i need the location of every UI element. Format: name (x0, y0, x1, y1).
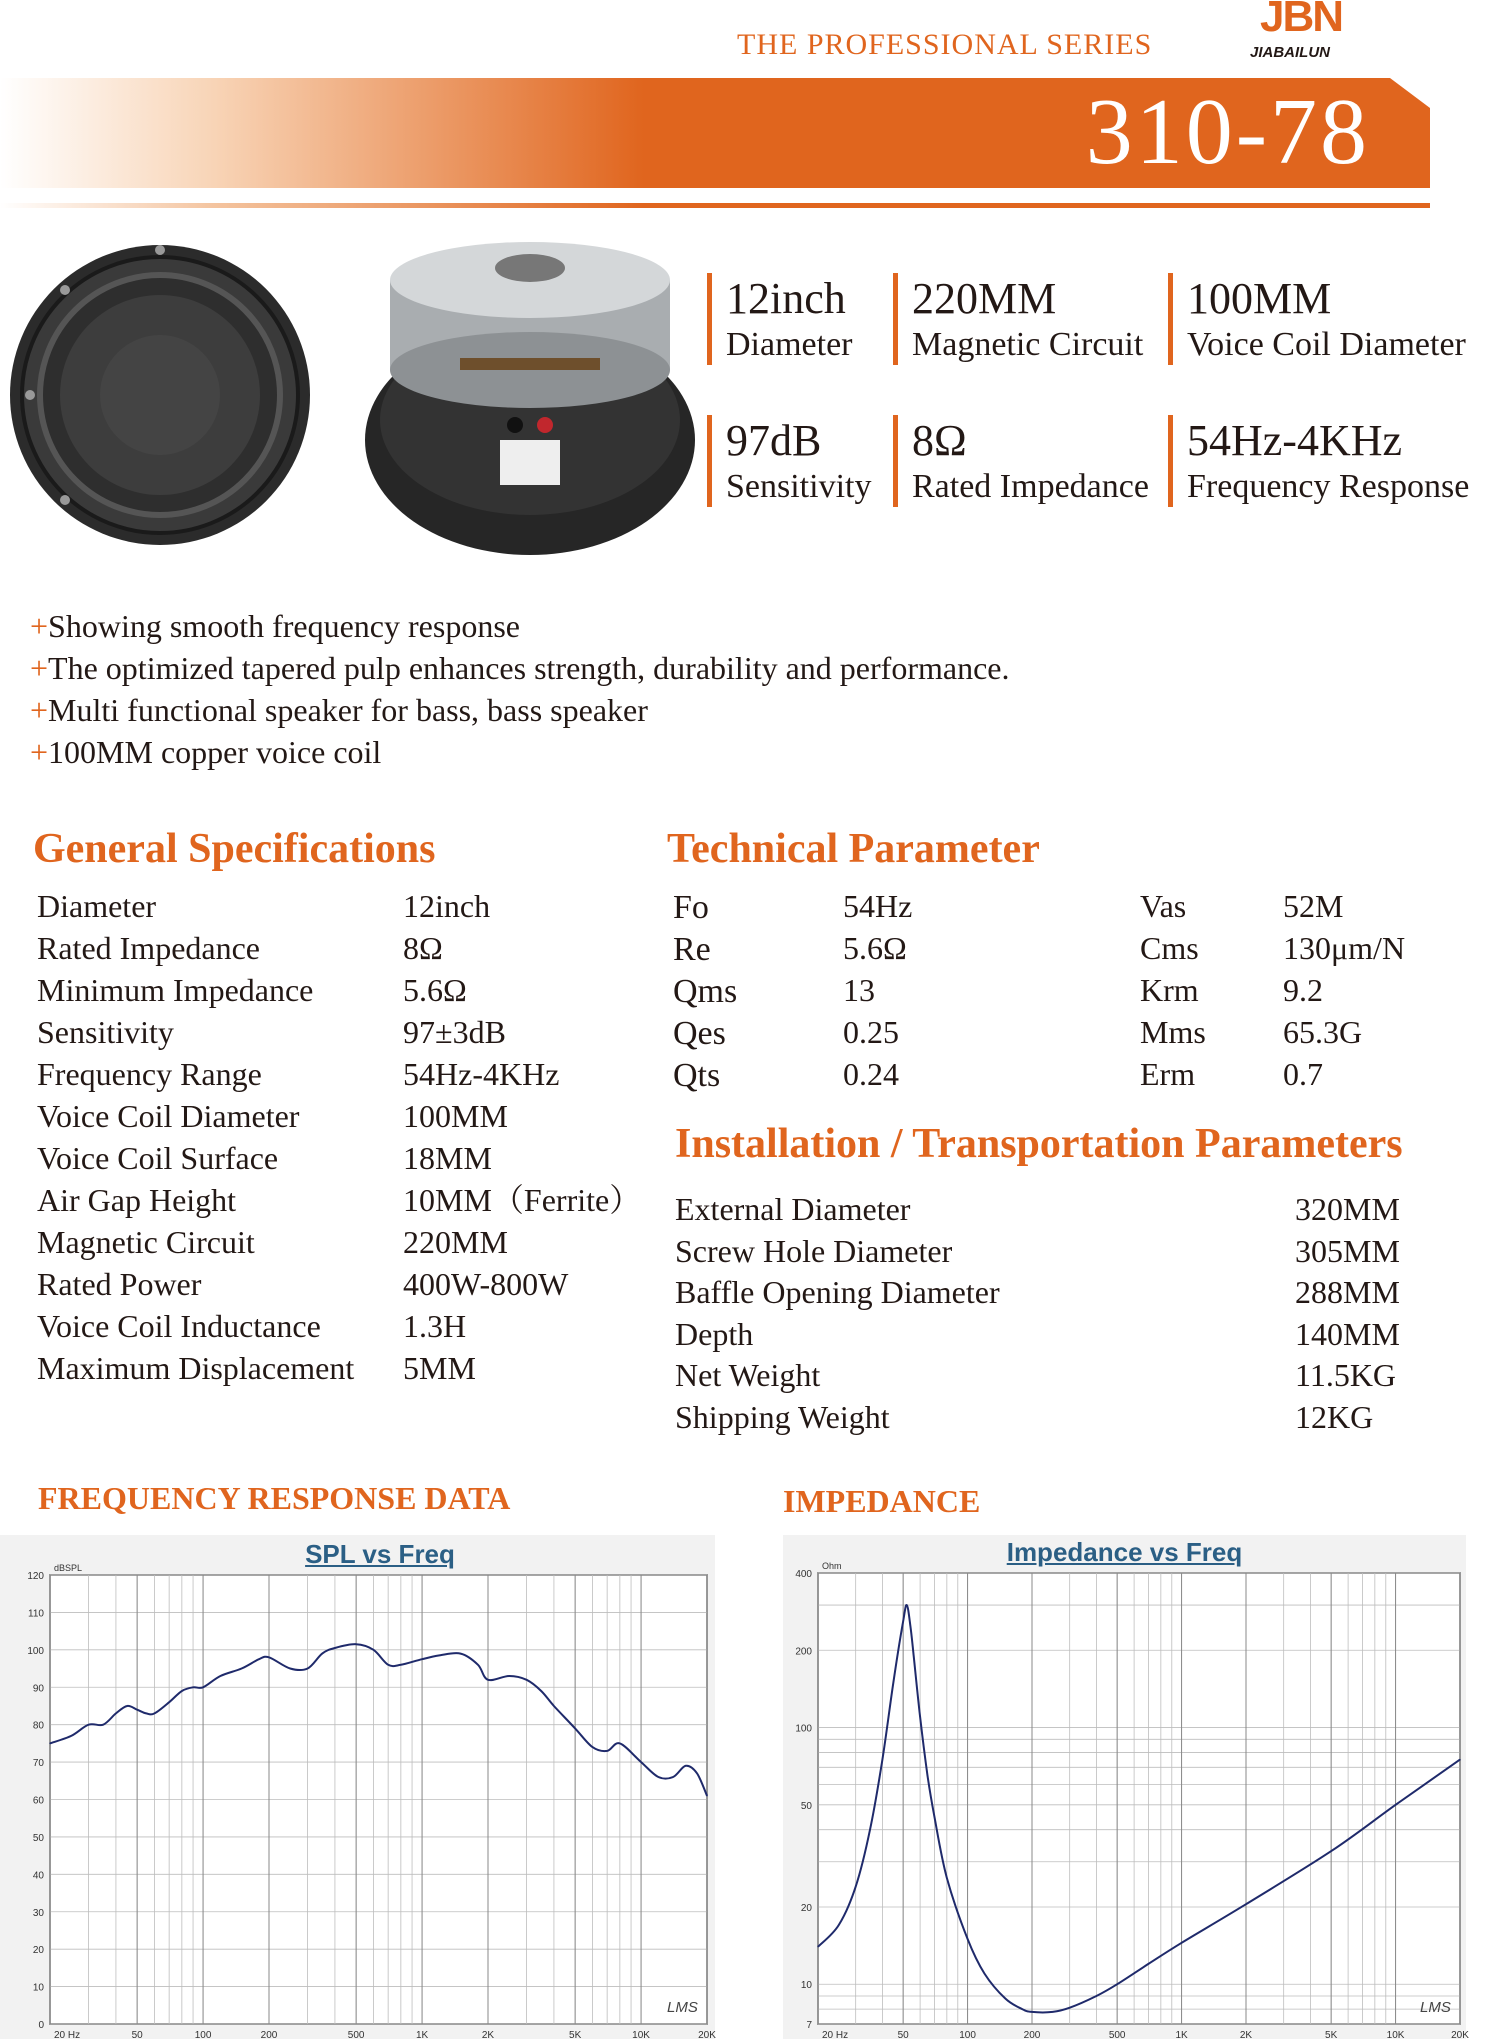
spec-value: 5MM (403, 1350, 476, 1386)
y-tick-label: 40 (32, 1870, 44, 1882)
install-key: Net Weight (675, 1357, 821, 1393)
general-spec-title: General Specifications (33, 826, 436, 872)
data-point (869, 1829, 870, 1830)
feature-item: +Multi functional speaker for bass, bass speaker (30, 692, 648, 728)
data-point (673, 1776, 674, 1777)
data-point (619, 1743, 620, 1744)
install-key: Depth (675, 1315, 754, 1352)
param-key: Mms (1140, 1014, 1206, 1050)
technical-row (673, 971, 1473, 1013)
x-tick-label: 500 (347, 2030, 365, 2039)
spl-chart (0, 1535, 715, 2039)
data-point (169, 1702, 170, 1703)
lms-watermark: LMS (667, 1999, 698, 2016)
y-tick-label: 120 (27, 1571, 44, 1582)
x-tick-label: 20 Hz (822, 2030, 849, 2039)
data-point (1245, 1904, 1246, 1905)
data-point (127, 1705, 128, 1706)
installation-row (675, 1354, 1475, 1396)
general-spec-table (37, 885, 657, 1389)
x-tick-label: 2K (481, 2030, 495, 2039)
highlight-label: Voice Coil Diameter (1187, 326, 1466, 363)
data-point (592, 1747, 593, 1748)
data-point (307, 1668, 308, 1669)
param-value: 0.25 (843, 1014, 899, 1050)
x-tick-label: 20 Hz (54, 2030, 81, 2039)
spec-key: Magnetic Circuit (37, 1224, 255, 1260)
param-value: 52M (1283, 888, 1344, 924)
y-tick-label: 20 (800, 1902, 812, 1914)
spec-value: 54Hz-4KHz (403, 1056, 560, 1092)
technical-row (673, 887, 1473, 929)
brand-logo (1250, 0, 1390, 62)
data-point (946, 1877, 947, 1878)
spec-key: Frequency Range (37, 1056, 262, 1092)
data-point (607, 1750, 608, 1751)
y-axis-label: Ohm (822, 1561, 842, 1571)
install-value: 305MM (1295, 1232, 1400, 1269)
y-tick-label: 0 (38, 2020, 44, 2031)
highlight-value: 97dB (726, 416, 822, 465)
spec-value: 10MM（Ferrite） (403, 1182, 642, 1218)
install-key: Baffle Opening Diameter (675, 1274, 1000, 1310)
general-spec-row (37, 969, 657, 1011)
highlight-frequency-response (1168, 415, 1469, 507)
x-tick-label: 20K (698, 2030, 716, 2039)
data-point (146, 1713, 147, 1714)
series-title: THE PROFESSIONAL SERIES (737, 28, 1153, 61)
data-point (553, 1705, 554, 1706)
install-key: External Diameter (675, 1191, 911, 1227)
data-point (322, 1653, 323, 1654)
data-point (903, 1620, 904, 1621)
spec-key: Diameter (37, 888, 157, 924)
impedance-chart-plot (783, 1535, 1469, 2039)
spec-value: 220MM (403, 1224, 508, 1260)
y-tick-label: 110 (28, 1608, 44, 1620)
installation-row (675, 1230, 1475, 1272)
highlight-value: 100MM (1187, 274, 1332, 323)
installation-table (675, 1188, 1475, 1437)
spl-chart-plot (0, 1535, 715, 2039)
y-tick-label: 30 (32, 1907, 44, 1919)
logo-mark: JBN (1260, 0, 1343, 41)
general-spec-row (37, 1053, 657, 1095)
highlight-diameter (707, 273, 853, 365)
data-point (193, 1687, 194, 1688)
data-point (241, 1668, 242, 1669)
install-key: Screw Hole Diameter (675, 1232, 953, 1269)
spec-key: Air Gap Height (37, 1182, 237, 1218)
general-spec-row (37, 1263, 657, 1305)
spec-value: 400W-800W (403, 1266, 569, 1302)
data-point (838, 1925, 839, 1926)
data-point (103, 1724, 104, 1725)
param-value: 13 (843, 972, 875, 1008)
data-point (439, 1655, 440, 1656)
y-tick-label: 50 (800, 1800, 812, 1812)
spec-value: 97±3dB (403, 1014, 506, 1050)
impedance-chart (783, 1535, 1469, 2039)
param-value: 0.24 (843, 1056, 899, 1092)
data-point (220, 1675, 221, 1676)
highlight-label: Rated Impedance (912, 468, 1149, 505)
install-value: 288MM (1295, 1274, 1400, 1310)
frequency-response-title: FREQUENCY RESPONSE DATA (38, 1480, 511, 1516)
data-point (1096, 1995, 1097, 1996)
data-point (541, 1690, 542, 1691)
lms-watermark: LMS (1420, 1999, 1451, 2016)
x-tick-label: 20K (1451, 2030, 1469, 2039)
installation-row (675, 1313, 1475, 1355)
data-point (906, 1605, 907, 1606)
data-point (137, 1709, 138, 1710)
x-tick-label: 10K (632, 2030, 650, 2039)
data-point (203, 1687, 204, 1688)
feature-item: +Showing smooth frequency response (30, 608, 520, 644)
data-point (334, 1647, 335, 1648)
spec-key: Sensitivity (37, 1014, 174, 1050)
plot-area (818, 1573, 1460, 2024)
install-key: Shipping Weight (675, 1398, 890, 1435)
y-tick-label: 200 (795, 1646, 812, 1658)
model-number: 310-78 (1085, 80, 1370, 184)
param-value: 0.7 (1283, 1056, 1323, 1092)
param-key: Re (673, 931, 711, 968)
y-tick-label: 10 (32, 1982, 44, 1994)
data-point (967, 1938, 968, 1939)
param-value: 54Hz (843, 888, 913, 924)
x-tick-label: 1K (1175, 2030, 1188, 2039)
logo-name: JIABAILUN (1250, 44, 1331, 61)
data-point (855, 1886, 856, 1887)
data-point (181, 1690, 182, 1691)
data-point (927, 1775, 928, 1776)
highlight-magnetic-circuit (893, 273, 1143, 365)
technical-row (673, 929, 1473, 971)
install-value: 320MM (1295, 1191, 1400, 1227)
data-point (934, 1816, 935, 1817)
data-point (1148, 1963, 1149, 1964)
technical-parameter-title: Technical Parameter (667, 826, 1040, 872)
data-point (526, 1679, 527, 1680)
general-spec-row (37, 1221, 657, 1263)
feature-item: +100MM copper voice coil (30, 734, 382, 770)
x-tick-label: 10K (1386, 2030, 1405, 2039)
data-point (477, 1664, 478, 1665)
general-spec-row (37, 1095, 657, 1137)
spec-key: Rated Power (37, 1266, 202, 1302)
data-point (1395, 1804, 1396, 1805)
data-point (460, 1653, 461, 1654)
param-value: 9.2 (1283, 972, 1323, 1008)
data-point (115, 1713, 116, 1714)
data-point (893, 1682, 894, 1683)
data-point (388, 1664, 389, 1665)
highlight-label: Diameter (726, 326, 853, 363)
data-point (356, 1644, 357, 1645)
data-point (487, 1679, 488, 1680)
data-point (575, 1728, 576, 1729)
header-underline (0, 203, 1430, 208)
data-point (49, 1743, 50, 1744)
x-tick-label: 50 (897, 2030, 909, 2039)
highlight-label: Frequency Response (1187, 468, 1470, 505)
data-point (910, 1625, 911, 1626)
spec-value: 18MM (403, 1140, 492, 1176)
highlight-value: 12inch (726, 274, 846, 323)
param-value: 130μm/N (1283, 930, 1406, 966)
data-point (920, 1716, 921, 1717)
spec-value: 8Ω (403, 930, 443, 966)
data-point (71, 1735, 72, 1736)
param-key: Fo (673, 889, 709, 926)
general-spec-row (37, 885, 657, 927)
highlight-rated-impedance (893, 415, 1149, 507)
data-point (1069, 2007, 1070, 2008)
data-point (1005, 1998, 1006, 1999)
highlight-voice-coil-diameter (1168, 273, 1466, 365)
data-point (1459, 1759, 1460, 1760)
spec-value: 1.3H (403, 1308, 467, 1344)
speaker-back-image (360, 240, 690, 560)
general-spec-row (37, 1179, 657, 1221)
spec-key: Voice Coil Diameter (37, 1098, 300, 1134)
param-key: Krm (1140, 972, 1199, 1008)
general-spec-row (37, 1137, 657, 1179)
data-point (400, 1664, 401, 1665)
param-key: Erm (1140, 1056, 1196, 1092)
data-point (984, 1973, 985, 1974)
technical-row (673, 1013, 1473, 1055)
data-point (1117, 1984, 1118, 1985)
highlight-value: 54Hz-4KHz (1187, 416, 1403, 465)
install-value: 12KG (1295, 1398, 1374, 1435)
data-point (913, 1655, 914, 1656)
data-point (422, 1659, 423, 1660)
data-point (882, 1759, 883, 1760)
data-point (658, 1776, 659, 1777)
data-point (154, 1713, 155, 1714)
y-axis-label: dBSPL (54, 1563, 83, 1573)
y-tick-label: 100 (27, 1645, 44, 1657)
impedance-title: IMPEDANCE (783, 1483, 981, 1519)
param-key: Cms (1140, 930, 1199, 966)
y-tick-label: 400 (795, 1569, 812, 1580)
installation-title: Installation / Transportation Parameters (675, 1121, 1403, 1167)
data-point (641, 1762, 642, 1763)
spl-chart-title: SPL vs Freq (305, 1539, 455, 1569)
data-point (1181, 1942, 1182, 1943)
data-point (696, 1773, 697, 1774)
speaker-front-image (0, 240, 285, 550)
x-tick-label: 1K (415, 2030, 429, 2039)
data-point (88, 1724, 89, 1725)
highlight-label: Magnetic Circuit (912, 326, 1144, 363)
x-tick-label: 200 (260, 2030, 278, 2039)
data-point (1031, 2011, 1032, 2012)
param-value: 65.3G (1283, 1014, 1363, 1050)
general-spec-row (37, 1305, 657, 1347)
data-point (1052, 2011, 1053, 2012)
y-tick-label: 20 (32, 1945, 44, 1957)
x-tick-label: 5K (569, 2030, 582, 2039)
data-point (258, 1659, 259, 1660)
x-tick-label: 50 (131, 2030, 143, 2039)
x-tick-label: 100 (194, 2030, 212, 2039)
highlight-value: 220MM (912, 274, 1057, 323)
param-value: 5.6Ω (843, 930, 907, 966)
general-spec-row (37, 927, 657, 969)
data-point (817, 1946, 818, 1947)
y-tick-label: 90 (32, 1683, 44, 1695)
y-tick-label: 100 (795, 1723, 812, 1735)
installation-row (675, 1396, 1475, 1438)
highlight-label: Sensitivity (726, 468, 872, 505)
y-tick-label: 80 (32, 1720, 44, 1732)
spec-key: Voice Coil Surface (37, 1140, 279, 1176)
technical-parameter-table (673, 887, 1473, 1097)
data-point (268, 1657, 269, 1658)
data-point (509, 1675, 510, 1676)
installation-row (675, 1271, 1475, 1313)
y-tick-label: 60 (32, 1795, 44, 1807)
spec-key: Rated Impedance (37, 930, 260, 966)
general-spec-row (37, 1011, 657, 1053)
feature-list (30, 605, 1009, 773)
spec-key: Maximum Displacement (37, 1350, 355, 1386)
param-key: Qts (673, 1057, 721, 1094)
technical-row (673, 1055, 1473, 1097)
impedance-chart-title: Impedance vs Freq (1006, 1537, 1243, 1567)
data-point (685, 1765, 686, 1766)
spec-key: Voice Coil Inductance (37, 1308, 321, 1344)
spec-value: 5.6Ω (403, 972, 467, 1008)
x-tick-label: 500 (1108, 2030, 1126, 2039)
highlight-sensitivity (707, 415, 871, 507)
x-tick-label: 5K (1325, 2030, 1338, 2039)
x-tick-label: 200 (1023, 2030, 1041, 2039)
data-point (1022, 2009, 1023, 2010)
highlight-value: 8Ω (912, 416, 967, 465)
spec-value: 100MM (403, 1098, 508, 1134)
y-tick-label: 7 (806, 2020, 812, 2031)
data-point (290, 1668, 291, 1669)
x-tick-label: 2K (1239, 2030, 1253, 2039)
general-spec-row (37, 1347, 657, 1389)
install-value: 11.5KG (1295, 1357, 1397, 1393)
installation-row (675, 1188, 1475, 1230)
data-point (373, 1649, 374, 1650)
feature-item: +The optimized tapered pulp enhances strength, durability and performance. (30, 650, 1010, 686)
x-tick-label: 100 (959, 2030, 976, 2039)
data-point (706, 1795, 707, 1796)
y-tick-label: 10 (800, 1980, 812, 1992)
y-tick-label: 70 (32, 1758, 44, 1770)
spec-key: Minimum Impedance (37, 972, 314, 1008)
param-key: Qes (673, 1015, 726, 1052)
param-key: Vas (1140, 888, 1187, 924)
y-tick-label: 50 (32, 1832, 44, 1844)
data-point (1331, 1851, 1332, 1852)
param-key: Qms (673, 973, 738, 1010)
install-value: 140MM (1295, 1315, 1400, 1352)
spec-value: 12inch (403, 888, 491, 924)
